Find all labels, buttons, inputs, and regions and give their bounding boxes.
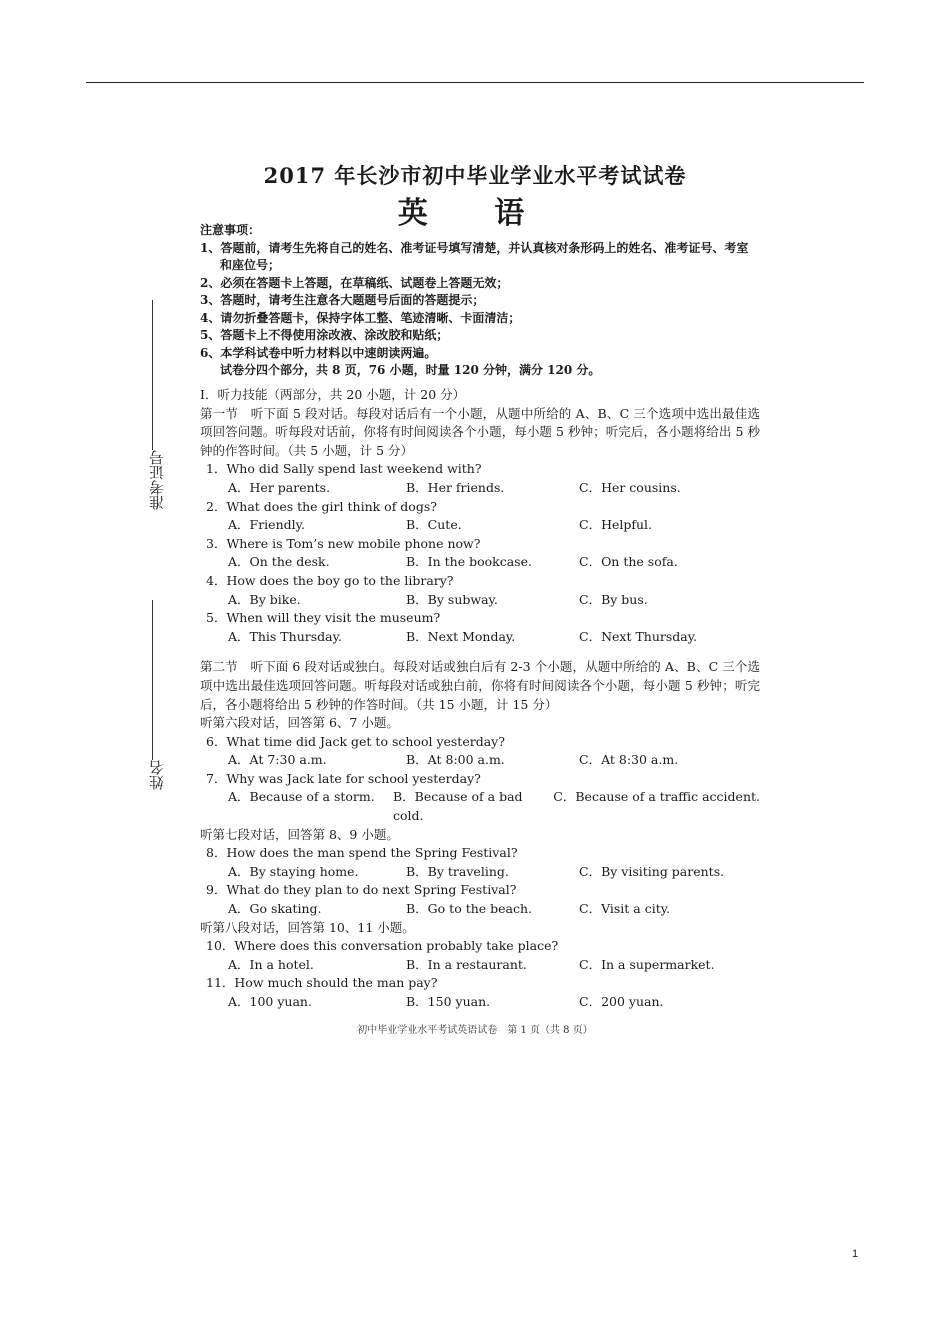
option-c: C．Helpful. xyxy=(579,517,653,533)
options-row xyxy=(200,628,760,647)
group-label: 听第六段对话，回答第 6、7 小题。 xyxy=(200,715,399,731)
option-c: C．On the sofa. xyxy=(579,554,678,570)
option-b: B．By traveling. xyxy=(406,863,509,879)
option-a: A．By staying home. xyxy=(228,863,359,879)
exam-id-label: 准考证号 xyxy=(148,450,166,510)
question: 7．Why was Jack late for school yesterday? xyxy=(206,770,481,786)
notes-item: 6、本学科试卷中听力材料以中速朗读两遍。 xyxy=(200,345,437,360)
question: 4．How does the boy go to the library? xyxy=(206,572,454,588)
notes-item: 4、请勿折叠答题卡，保持字体工整、笔迹清晰、卡面清洁； xyxy=(200,310,521,325)
exam-id-field xyxy=(146,300,167,510)
option-c: C．Because of a traffic accident. xyxy=(553,789,760,805)
options-row xyxy=(200,479,760,498)
options-row xyxy=(200,751,760,770)
options-row xyxy=(200,900,760,919)
top-rule xyxy=(86,82,864,83)
question: 3．Where is Tom’s new mobile phone now? xyxy=(206,535,481,551)
question: 11．How much should the man pay? xyxy=(206,975,438,991)
option-a: A．In a hotel. xyxy=(228,956,314,972)
notes-item: 1、答题前，请考生先将自己的姓名、准考证号填写清楚，并认真核对条形码上的姓名、准考证号、考室和座位号； xyxy=(200,240,749,272)
page-number: 1 xyxy=(852,1248,859,1260)
option-b: B．Because of a bad cold. xyxy=(392,789,523,824)
listening-part xyxy=(200,386,760,1012)
option-a: A．Because of a storm. xyxy=(228,789,375,805)
option-c: C．Visit a city. xyxy=(579,901,671,917)
page-footer: 初中毕业学业水平考试英语试卷 第 1 页（共 8 页） xyxy=(357,1025,593,1036)
section2-intro: 第二节 听下面 6 段对话或独白。每段对话或独白后有 2-3 个小题，从题中所给的 A、B、C 三个选项中选出最佳选项回答问题。听每段对话或独白前，你将有时间阅读各个小题，每小题 5 秒钟；听完后，各小题将给出 5 秒钟的作答时间。（共 15 小题，计 15 分） xyxy=(200,659,760,712)
options-row xyxy=(200,591,760,610)
group-label: 听第七段对话，回答第 8、9 小题。 xyxy=(200,826,399,842)
option-b: B．In a restaurant. xyxy=(406,956,527,972)
option-b: B．Cute. xyxy=(406,517,462,533)
question: 5．When will they visit the museum? xyxy=(206,610,441,626)
option-b: B．Go to the beach. xyxy=(406,901,533,917)
option-a: A．100 yuan. xyxy=(228,994,312,1009)
option-b: B．Her friends. xyxy=(406,479,505,495)
question: 6．What time did Jack get to school yesterday? xyxy=(206,733,505,749)
section1-intro: 第一节 听下面 5 段对话。每段对话后有一个小题，从题中所给的 A、B、C 三个选项中选出最佳选项回答问题。听每段对话前，你将有时间阅读各个小题，每小题 5 秒钟；听完后，各小题将给出 5 秒钟的作答时间。（共 5 小题，计 5 分） xyxy=(200,405,760,458)
subject-title: 英 语 xyxy=(397,196,553,231)
option-a: A．At 7:30 a.m. xyxy=(228,752,327,768)
notes-item: 3、答题时，请考生注意各大题题号后面的答题提示； xyxy=(200,293,485,307)
option-c: C．200 yuan. xyxy=(579,994,664,1009)
name-field xyxy=(146,600,167,790)
option-b: B．By subway. xyxy=(406,591,498,607)
name-label: 姓名 xyxy=(148,760,166,790)
option-a: A．By bike. xyxy=(228,591,301,607)
option-a: A．Her parents. xyxy=(228,479,331,495)
option-b: B．At 8:00 a.m. xyxy=(406,752,505,768)
notes-heading: 注意事项： xyxy=(200,223,261,237)
question: 10．Where does this conversation probably take place? xyxy=(206,938,559,954)
name-line xyxy=(152,600,153,760)
group-label: 听第八段对话，回答第 10、11 小题。 xyxy=(200,919,415,935)
options-row xyxy=(200,516,760,535)
notes-block xyxy=(200,222,760,380)
option-c: C．In a supermarket. xyxy=(579,956,715,972)
question: 2．What does the girl think of dogs? xyxy=(206,498,437,514)
option-a: A．This Thursday. xyxy=(228,628,342,644)
question: 9．What do they plan to do next Spring Festival? xyxy=(206,882,517,898)
part-heading: I．听力技能（两部分，共 20 小题，计 20 分） xyxy=(200,387,466,402)
options-row xyxy=(200,553,760,572)
notes-item: 2、必须在答题卡上答题，在草稿纸、试题卷上答题无效； xyxy=(200,275,509,290)
option-c: C．By bus. xyxy=(579,591,648,607)
option-c: C．Next Thursday. xyxy=(579,628,698,644)
notes-summary: 试卷分四个部分，共 8 页，76 小题，时量 120 分钟，满分 120 分。 xyxy=(220,363,601,377)
question: 8．How does the man spend the Spring Festival? xyxy=(206,845,518,861)
option-b: B．In the bookcase. xyxy=(406,554,532,570)
notes-item: 5、答题卡上不得使用涂改液、涂改胶和贴纸； xyxy=(200,328,449,342)
option-b: B．Next Monday. xyxy=(406,628,516,644)
exam-title: 2017 年长沙市初中毕业学业水平考试试卷 xyxy=(263,163,687,188)
option-b: B．150 yuan. xyxy=(406,994,491,1009)
exam-id-line xyxy=(152,300,153,450)
option-c: C．At 8:30 a.m. xyxy=(579,752,679,768)
option-a: A．Friendly. xyxy=(228,517,305,533)
option-c: C．By visiting parents. xyxy=(579,863,725,879)
option-c: C．Her cousins. xyxy=(579,479,681,495)
options-row xyxy=(200,956,760,975)
option-a: A．On the desk. xyxy=(228,554,330,570)
options-row xyxy=(200,993,760,1012)
option-a: A．Go skating. xyxy=(228,901,322,917)
question: 1．Who did Sally spend last weekend with? xyxy=(206,461,482,477)
binding-margin xyxy=(146,300,170,820)
spacer xyxy=(200,646,760,658)
options-row xyxy=(200,863,760,882)
options-row xyxy=(200,788,760,825)
